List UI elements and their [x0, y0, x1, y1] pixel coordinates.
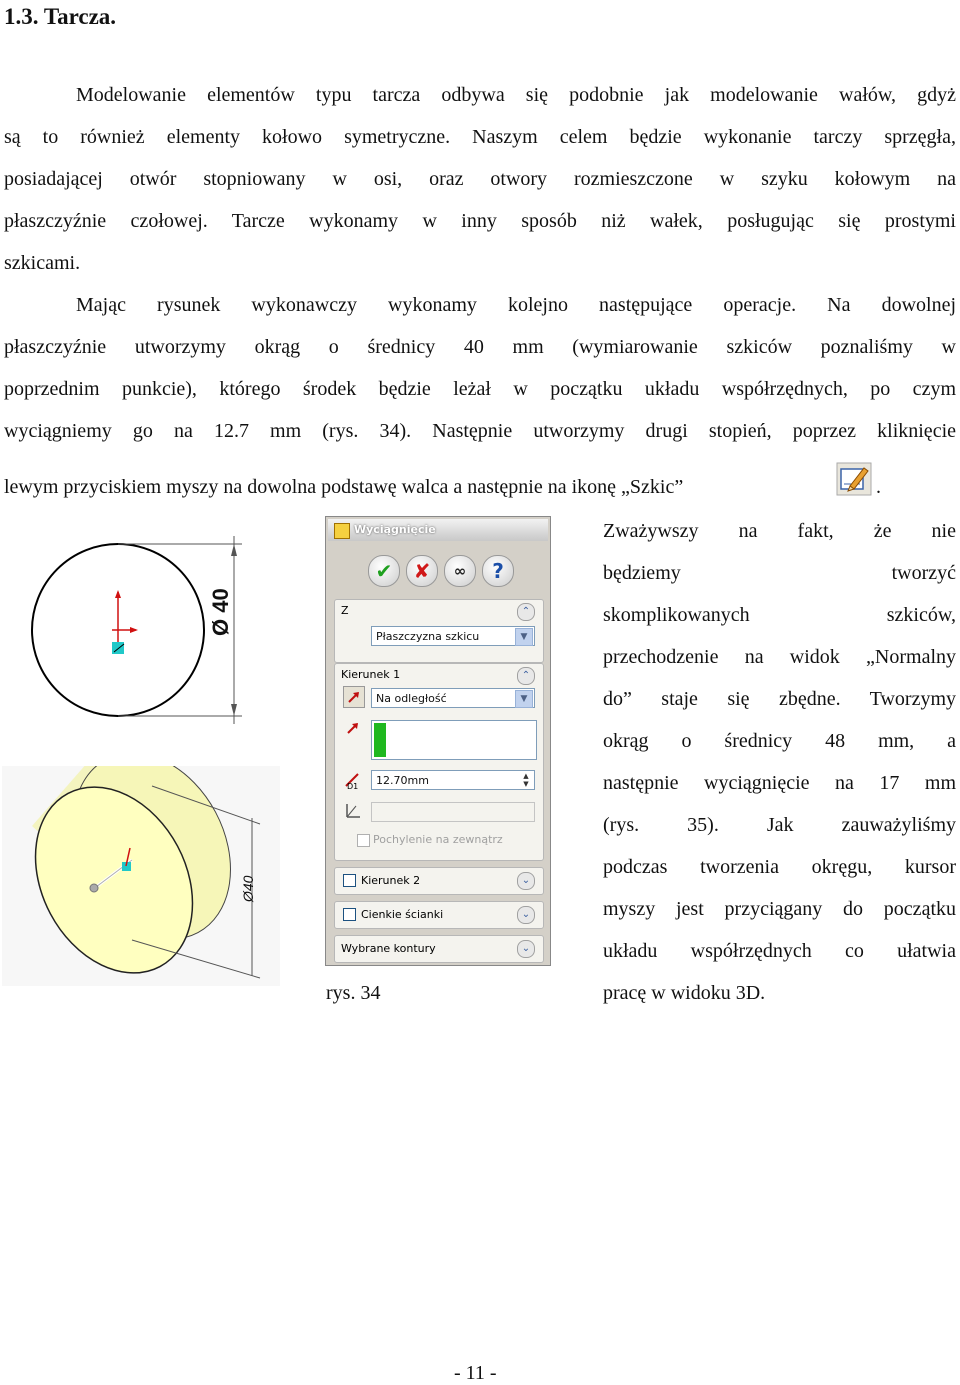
direction-selection-box[interactable] — [371, 720, 537, 760]
dimension-label-top: Ø 40 — [208, 588, 233, 636]
para2-period: . — [876, 476, 881, 498]
direction1-label: Kierunek 1 — [341, 668, 401, 681]
panel-title: Wyciągnięcie — [354, 523, 436, 536]
para1-line-4: płaszczyźnie czołowej. Tarcze wykonamy w inny sposób niż wałek, posługując się prostymi — [4, 210, 956, 232]
chevron-down-icon: ▼ — [515, 628, 533, 646]
right-line-11: układu współrzędnych co ułatwia — [603, 940, 956, 962]
thin-feature-group — [334, 901, 544, 929]
selected-contours-group — [334, 935, 544, 963]
para2-line-3: poprzednim punkcie), którego środek będzie leżał w początku układu współrzędnych, po czym — [4, 378, 956, 400]
para2-line-5: lewym przyciskiem myszy na dowolna podstawę walca a następnie na ikonę „Szkic” — [4, 476, 684, 498]
end-condition-select[interactable]: Na odległość ▼ — [371, 688, 535, 708]
right-line-9: podczas tworzenia okręgu, kursor — [603, 856, 956, 878]
depth-icon — [343, 768, 363, 788]
from-label: Z — [341, 604, 349, 617]
help-button[interactable]: ? — [482, 555, 514, 587]
cylinder-iso-view — [2, 766, 280, 986]
sketch-top-view — [2, 516, 280, 736]
chevron-down-icon: ▼ — [515, 690, 533, 708]
right-column-text — [603, 510, 956, 1014]
chevron-up-icon[interactable]: ⌃ — [517, 603, 535, 621]
from-select[interactable]: Płaszczyzna szkicu ▼ — [371, 626, 535, 646]
right-line-8: (rys. 35). Jak zauważyliśmy — [603, 814, 956, 836]
right-line-10: myszy jest przyciągany do początku — [603, 898, 956, 920]
para1-line-1: Modelowanie elementów typu tarcza odbywa się podobnie jak modelowanie wałów, gdyż — [76, 84, 956, 106]
extrude-property-panel — [325, 516, 551, 966]
para2-line-2: płaszczyźnie utworzymy okrąg o średnicy 40 mm (wymiarowanie szkiców poznaliśmy w — [4, 336, 956, 358]
from-group — [334, 599, 544, 663]
direction2-checkbox[interactable] — [343, 874, 356, 887]
right-line-2: będziemy tworzyć — [603, 562, 956, 584]
chevron-down-icon[interactable]: ⌄ — [517, 940, 535, 958]
direction-arrow-icon — [343, 718, 363, 738]
depth-input[interactable]: 12.70mm ▲ ▼ — [371, 770, 535, 790]
thin-feature-checkbox[interactable] — [343, 908, 356, 921]
direction1-group — [334, 663, 544, 861]
figure-caption: rys. 34 — [326, 982, 381, 1004]
draft-icon — [343, 800, 363, 820]
right-line-7: następnie wyciągnięcie na 17 mm — [603, 772, 956, 794]
draft-outward-label: Pochylenie na zewnątrz — [373, 833, 503, 846]
chevron-down-icon[interactable]: ⌄ — [517, 872, 535, 890]
ok-button[interactable]: ✔ — [368, 555, 400, 587]
sketch-icon — [836, 462, 872, 496]
right-line-5: do” staje się zbędne. Tworzymy — [603, 688, 956, 710]
right-line-3: skomplikowanych szkiców, — [603, 604, 956, 626]
para1-line-3: posiadającej otwór stopniowany w osi, oraz otwory rozmieszczone w szyku kołowym na — [4, 168, 956, 190]
chevron-down-icon[interactable]: ⌄ — [517, 906, 535, 924]
right-line-4: przechodzenie na widok „Normalny — [603, 646, 956, 668]
section-heading: 1.3. Tarcza. — [4, 4, 117, 29]
svg-text:D1: D1 — [347, 782, 359, 790]
para2-line-4: wyciągniemy go na 12.7 mm (rys. 34). Następnie utworzymy drugi stopień, poprzez kliknięcie — [4, 420, 956, 442]
page-number: - 11 - — [454, 1362, 497, 1384]
draft-outward-checkbox[interactable] — [357, 834, 370, 847]
extrude-icon — [334, 523, 350, 539]
selected-contours-label: Wybrane kontury — [341, 942, 436, 955]
para2-line-1: Mając rysunek wykonawczy wykonamy kolejno następujące operacje. Na dowolnej — [76, 294, 956, 316]
dimension-label-iso: Ø40 — [240, 875, 256, 902]
right-line-1: Zważywszy na fakt, że nie — [603, 520, 956, 542]
thin-feature-label: Cienkie ścianki — [361, 908, 444, 921]
selection-indicator — [374, 723, 386, 757]
reverse-direction-icon[interactable] — [343, 686, 365, 708]
direction2-group — [334, 867, 544, 895]
spin-arrows-icon[interactable]: ▲ ▼ — [523, 772, 529, 788]
para1-line-5: szkicami. — [4, 252, 81, 274]
chevron-up-icon[interactable]: ⌃ — [517, 667, 535, 685]
right-line-6: okrąg o średnicy 48 mm, a — [603, 730, 956, 752]
direction2-label: Kierunek 2 — [361, 874, 421, 887]
right-line-12: pracę w widoku 3D. — [603, 982, 766, 1004]
para1-line-2: są to również elementy kołowo symetryczne. Naszym celem będzie wykonanie tarczy sprzęgła, — [4, 126, 956, 148]
draft-angle-input[interactable] — [371, 802, 535, 822]
preview-button[interactable]: ∞ — [444, 555, 476, 587]
cancel-button[interactable]: ✘ — [406, 555, 438, 587]
panel-titlebar — [328, 519, 548, 541]
